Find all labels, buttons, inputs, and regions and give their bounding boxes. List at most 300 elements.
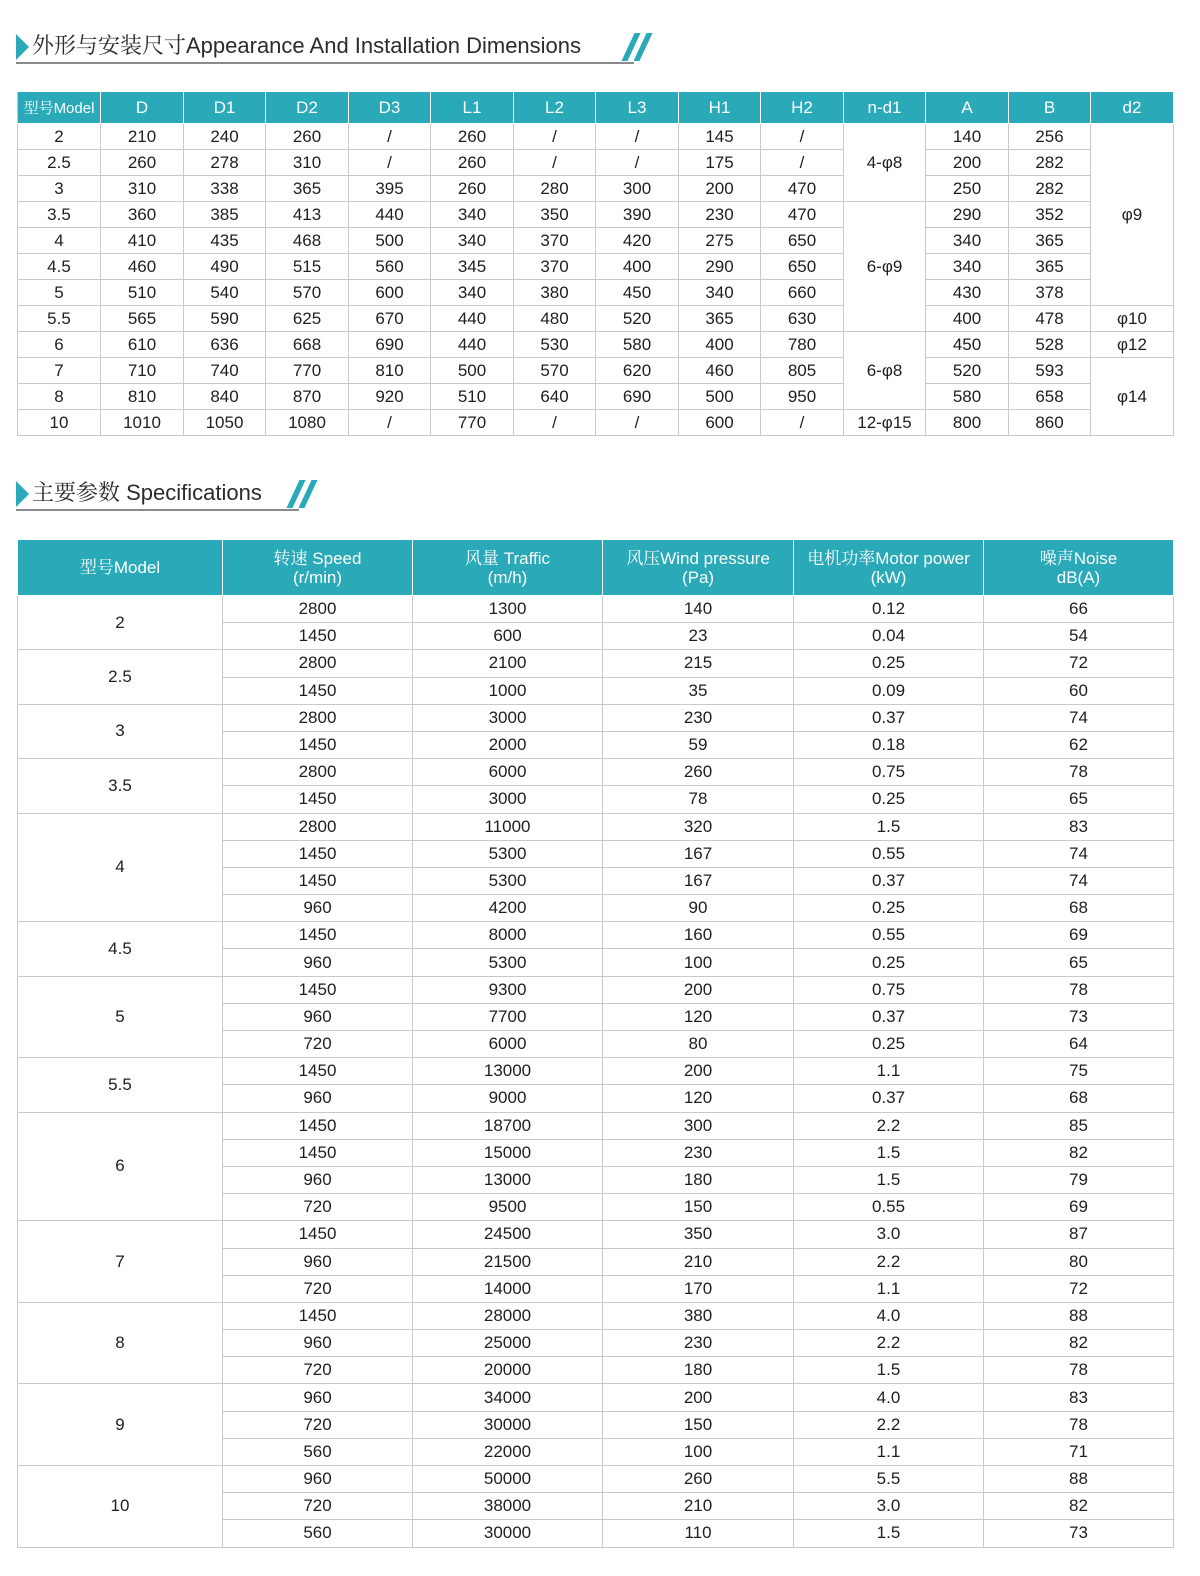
- table-cell: /: [596, 124, 679, 150]
- table-row: [18, 1058, 1174, 1085]
- table-cell: 120: [603, 1003, 794, 1030]
- table-cell: 0.09: [794, 677, 984, 704]
- table-cell: 340: [431, 280, 514, 306]
- section-heading-dimensions: [16, 31, 656, 63]
- nd1-cell: 6-φ9: [844, 202, 926, 332]
- table-row: [18, 254, 1174, 280]
- table-cell: 1000: [413, 677, 603, 704]
- table-cell: 1450: [223, 1112, 413, 1139]
- table-cell: 660: [761, 280, 844, 306]
- table-cell: 78: [603, 786, 794, 813]
- table-header-row: [18, 92, 1174, 124]
- table-cell: 1080: [266, 410, 349, 436]
- table-cell: 2000: [413, 731, 603, 758]
- table-cell: 150: [603, 1194, 794, 1221]
- table-cell: 560: [349, 254, 431, 280]
- table-cell: 9500: [413, 1194, 603, 1221]
- table-cell: 3.0: [794, 1221, 984, 1248]
- table-cell: 30000: [413, 1411, 603, 1438]
- table-cell: 870: [266, 384, 349, 410]
- table-cell: 87: [984, 1221, 1174, 1248]
- table-cell: 1.5: [794, 1357, 984, 1384]
- table-cell: /: [596, 410, 679, 436]
- table-cell: 2800: [223, 650, 413, 677]
- table-cell: /: [596, 150, 679, 176]
- table-cell: 6000: [413, 1031, 603, 1058]
- table-cell: 440: [349, 202, 431, 228]
- header-line: 电机功率Motor power: [807, 548, 970, 568]
- table-cell: 290: [679, 254, 761, 280]
- table-cell: 34000: [413, 1384, 603, 1411]
- table-cell: 82: [984, 1330, 1174, 1357]
- table-cell: 2800: [223, 759, 413, 786]
- table-cell: 690: [349, 332, 431, 358]
- model-cell: 9: [18, 1384, 223, 1466]
- table-cell: 435: [184, 228, 266, 254]
- table-cell: 1450: [223, 623, 413, 650]
- table-cell: 1.1: [794, 1438, 984, 1465]
- arrow-right-icon: [16, 481, 29, 507]
- table-cell: 200: [679, 176, 761, 202]
- table-cell: 780: [761, 332, 844, 358]
- table-row: [18, 1302, 1174, 1329]
- table-cell: 440: [431, 332, 514, 358]
- table-cell: 74: [984, 840, 1174, 867]
- table-cell: 215: [603, 650, 794, 677]
- table-cell: 960: [223, 1085, 413, 1112]
- table-cell: 650: [761, 228, 844, 254]
- table-cell: 960: [223, 949, 413, 976]
- model-cell: 2: [18, 124, 101, 150]
- table-cell: 11000: [413, 813, 603, 840]
- table-cell: 0.25: [794, 895, 984, 922]
- table-cell: 68: [984, 1085, 1174, 1112]
- table-cell: 54: [984, 623, 1174, 650]
- table-cell: 960: [223, 1166, 413, 1193]
- table-cell: 4200: [413, 895, 603, 922]
- model-cell: 3: [18, 176, 101, 202]
- table-row: [18, 650, 1174, 677]
- d2-cell: φ14: [1091, 358, 1174, 436]
- table-cell: 385: [184, 202, 266, 228]
- table-cell: 570: [266, 280, 349, 306]
- table-cell: 345: [431, 254, 514, 280]
- table-cell: 28000: [413, 1302, 603, 1329]
- table-cell: 210: [603, 1248, 794, 1275]
- table-cell: 22000: [413, 1438, 603, 1465]
- dimensions-table: [17, 91, 1174, 436]
- table-cell: 82: [984, 1139, 1174, 1166]
- table-cell: 2800: [223, 596, 413, 623]
- table-cell: 470: [761, 176, 844, 202]
- column-header: D: [101, 92, 184, 124]
- table-cell: 290: [926, 202, 1009, 228]
- table-row: [18, 976, 1174, 1003]
- table-cell: 282: [1009, 176, 1091, 202]
- table-cell: 71: [984, 1438, 1174, 1465]
- table-cell: 50000: [413, 1466, 603, 1493]
- table-cell: 9000: [413, 1085, 603, 1112]
- table-cell: 68: [984, 895, 1174, 922]
- table-cell: 278: [184, 150, 266, 176]
- table-cell: 145: [679, 124, 761, 150]
- table-cell: 230: [679, 202, 761, 228]
- model-cell: 7: [18, 1221, 223, 1303]
- header-line: 噪声Noise: [1039, 548, 1118, 568]
- table-cell: 805: [761, 358, 844, 384]
- table-cell: 275: [679, 228, 761, 254]
- column-header: B: [1009, 92, 1091, 124]
- table-cell: 370: [514, 228, 596, 254]
- table-cell: 74: [984, 704, 1174, 731]
- table-cell: 400: [926, 306, 1009, 332]
- table-cell: 35: [603, 677, 794, 704]
- table-cell: 170: [603, 1275, 794, 1302]
- table-cell: 580: [926, 384, 1009, 410]
- column-header: [223, 540, 413, 596]
- table-cell: 100: [603, 1438, 794, 1465]
- table-row: [18, 759, 1174, 786]
- table-cell: /: [761, 410, 844, 436]
- table-cell: 352: [1009, 202, 1091, 228]
- table-cell: 9300: [413, 976, 603, 1003]
- table-cell: /: [761, 150, 844, 176]
- table-cell: 500: [349, 228, 431, 254]
- table-cell: 100: [603, 949, 794, 976]
- column-header: H1: [679, 92, 761, 124]
- table-cell: 1450: [223, 1139, 413, 1166]
- table-cell: 390: [596, 202, 679, 228]
- table-cell: 510: [101, 280, 184, 306]
- table-cell: 668: [266, 332, 349, 358]
- table-cell: 200: [603, 976, 794, 1003]
- table-cell: 1450: [223, 922, 413, 949]
- table-cell: 260: [603, 759, 794, 786]
- table-cell: 260: [101, 150, 184, 176]
- table-cell: 960: [223, 1384, 413, 1411]
- model-cell: 4: [18, 228, 101, 254]
- table-cell: 370: [514, 254, 596, 280]
- table-cell: 520: [926, 358, 1009, 384]
- header-unit: dB(A): [1056, 567, 1101, 587]
- table-cell: 0.37: [794, 867, 984, 894]
- table-cell: 310: [101, 176, 184, 202]
- model-cell: 2: [18, 596, 223, 650]
- table-cell: 365: [1009, 228, 1091, 254]
- table-cell: 340: [679, 280, 761, 306]
- table-cell: 60: [984, 677, 1174, 704]
- table-cell: 530: [514, 332, 596, 358]
- underline-divider: [16, 62, 634, 64]
- table-cell: 720: [223, 1357, 413, 1384]
- table-cell: 340: [431, 228, 514, 254]
- table-cell: 260: [603, 1466, 794, 1493]
- table-cell: 510: [431, 384, 514, 410]
- column-header: L3: [596, 92, 679, 124]
- table-cell: 7700: [413, 1003, 603, 1030]
- table-cell: 13000: [413, 1058, 603, 1085]
- table-cell: 395: [349, 176, 431, 202]
- table-cell: 490: [184, 254, 266, 280]
- table-cell: 1300: [413, 596, 603, 623]
- column-header: [984, 540, 1174, 596]
- table-cell: 2.2: [794, 1330, 984, 1357]
- table-cell: 3.0: [794, 1493, 984, 1520]
- table-cell: 960: [223, 1003, 413, 1030]
- table-cell: 65: [984, 786, 1174, 813]
- table-cell: 620: [596, 358, 679, 384]
- table-row: [18, 922, 1174, 949]
- table-cell: /: [514, 150, 596, 176]
- table-cell: 960: [223, 895, 413, 922]
- table-cell: 450: [926, 332, 1009, 358]
- table-row: [18, 1384, 1174, 1411]
- table-row: [18, 384, 1174, 410]
- table-cell: 6000: [413, 759, 603, 786]
- table-cell: 460: [101, 254, 184, 280]
- model-cell: 5.5: [18, 1058, 223, 1112]
- table-cell: 88: [984, 1466, 1174, 1493]
- table-cell: 21500: [413, 1248, 603, 1275]
- table-cell: 5300: [413, 949, 603, 976]
- table-cell: 30000: [413, 1520, 603, 1547]
- table-cell: 210: [603, 1493, 794, 1520]
- column-header: d2: [1091, 92, 1174, 124]
- table-cell: 0.55: [794, 922, 984, 949]
- table-cell: 14000: [413, 1275, 603, 1302]
- table-cell: 478: [1009, 306, 1091, 332]
- table-cell: 1450: [223, 786, 413, 813]
- column-header: [18, 540, 223, 596]
- d2-cell: φ10: [1091, 306, 1174, 332]
- table-cell: 5.5: [794, 1466, 984, 1493]
- table-cell: 468: [266, 228, 349, 254]
- table-cell: 560: [223, 1438, 413, 1465]
- model-cell: 7: [18, 358, 101, 384]
- table-cell: 0.12: [794, 596, 984, 623]
- table-row: [18, 176, 1174, 202]
- table-cell: 75: [984, 1058, 1174, 1085]
- table-cell: 120: [603, 1085, 794, 1112]
- header-unit: (r/min): [292, 567, 343, 587]
- table-cell: 593: [1009, 358, 1091, 384]
- table-cell: 230: [603, 1139, 794, 1166]
- column-header: n-d1: [844, 92, 926, 124]
- table-cell: 150: [603, 1411, 794, 1438]
- model-cell: 3.5: [18, 759, 223, 813]
- table-cell: 410: [101, 228, 184, 254]
- table-cell: 5300: [413, 840, 603, 867]
- column-header: [603, 540, 794, 596]
- table-cell: 59: [603, 731, 794, 758]
- column-header: D1: [184, 92, 266, 124]
- table-cell: 1.5: [794, 813, 984, 840]
- model-cell: 6: [18, 332, 101, 358]
- table-cell: 8000: [413, 922, 603, 949]
- table-cell: 720: [223, 1493, 413, 1520]
- table-cell: 1450: [223, 867, 413, 894]
- table-cell: /: [349, 124, 431, 150]
- table-cell: 2.2: [794, 1411, 984, 1438]
- header-unit: (kW): [870, 567, 907, 587]
- model-cell: 2.5: [18, 150, 101, 176]
- model-cell: 4.5: [18, 922, 223, 976]
- table-cell: 1010: [101, 410, 184, 436]
- table-cell: 0.18: [794, 731, 984, 758]
- table-cell: 560: [223, 1520, 413, 1547]
- table-cell: 600: [679, 410, 761, 436]
- table-cell: /: [514, 410, 596, 436]
- table-cell: 69: [984, 922, 1174, 949]
- model-cell: 3.5: [18, 202, 101, 228]
- table-cell: 24500: [413, 1221, 603, 1248]
- table-cell: 0.25: [794, 1031, 984, 1058]
- table-cell: 340: [431, 202, 514, 228]
- table-cell: 69: [984, 1194, 1174, 1221]
- table-cell: 365: [266, 176, 349, 202]
- table-cell: 23: [603, 623, 794, 650]
- table-cell: 78: [984, 759, 1174, 786]
- table-cell: 810: [349, 358, 431, 384]
- table-cell: 515: [266, 254, 349, 280]
- underline-divider: [16, 509, 299, 511]
- specifications-table: [17, 539, 1174, 1548]
- model-cell: 10: [18, 1466, 223, 1548]
- table-row: [18, 332, 1174, 358]
- table-cell: 360: [101, 202, 184, 228]
- header-line: 风压Wind pressure: [626, 548, 770, 568]
- table-cell: 0.55: [794, 1194, 984, 1221]
- table-cell: 300: [603, 1112, 794, 1139]
- table-cell: 0.04: [794, 623, 984, 650]
- table-cell: 72: [984, 1275, 1174, 1302]
- table-cell: 82: [984, 1493, 1174, 1520]
- model-cell: 8: [18, 1302, 223, 1384]
- table-cell: 500: [431, 358, 514, 384]
- table-cell: 230: [603, 1330, 794, 1357]
- model-cell: 4.5: [18, 254, 101, 280]
- d2-cell: φ12: [1091, 332, 1174, 358]
- table-cell: 200: [603, 1058, 794, 1085]
- table-cell: 167: [603, 840, 794, 867]
- table-cell: 5300: [413, 867, 603, 894]
- table-cell: 630: [761, 306, 844, 332]
- table-row: [18, 202, 1174, 228]
- table-row: [18, 1466, 1174, 1493]
- table-cell: 0.25: [794, 786, 984, 813]
- table-row: [18, 150, 1174, 176]
- table-cell: 640: [514, 384, 596, 410]
- table-cell: 110: [603, 1520, 794, 1547]
- table-cell: 920: [349, 384, 431, 410]
- table-row: [18, 596, 1174, 623]
- table-cell: 625: [266, 306, 349, 332]
- arrow-right-icon: [16, 34, 29, 60]
- section-title: 主要参数 Specifications: [32, 480, 262, 505]
- table-cell: 0.37: [794, 1003, 984, 1030]
- table-cell: 720: [223, 1031, 413, 1058]
- table-cell: 720: [223, 1275, 413, 1302]
- column-header: L1: [431, 92, 514, 124]
- table-cell: 80: [603, 1031, 794, 1058]
- table-cell: 350: [514, 202, 596, 228]
- table-cell: 720: [223, 1194, 413, 1221]
- table-cell: 18700: [413, 1112, 603, 1139]
- table-cell: 540: [184, 280, 266, 306]
- table-row: [18, 813, 1174, 840]
- table-cell: 658: [1009, 384, 1091, 410]
- table-cell: 0.37: [794, 1085, 984, 1112]
- model-cell: 5: [18, 280, 101, 306]
- table-cell: 160: [603, 922, 794, 949]
- table-cell: 610: [101, 332, 184, 358]
- table-cell: 600: [413, 623, 603, 650]
- table-cell: 73: [984, 1520, 1174, 1547]
- table-cell: 300: [596, 176, 679, 202]
- table-cell: 66: [984, 596, 1174, 623]
- table-cell: 65: [984, 949, 1174, 976]
- table-cell: 340: [926, 228, 1009, 254]
- table-cell: 73: [984, 1003, 1174, 1030]
- table-cell: 310: [266, 150, 349, 176]
- table-cell: 690: [596, 384, 679, 410]
- table-cell: 80: [984, 1248, 1174, 1275]
- table-cell: 1.5: [794, 1166, 984, 1193]
- table-cell: 0.75: [794, 976, 984, 1003]
- table-cell: 180: [603, 1357, 794, 1384]
- table-cell: 1450: [223, 731, 413, 758]
- header-line: 型号Model: [79, 558, 161, 577]
- table-cell: 430: [926, 280, 1009, 306]
- table-cell: 1.1: [794, 1058, 984, 1085]
- table-row: [18, 1112, 1174, 1139]
- table-cell: 350: [603, 1221, 794, 1248]
- table-cell: 180: [603, 1166, 794, 1193]
- table-cell: 20000: [413, 1357, 603, 1384]
- table-cell: 570: [514, 358, 596, 384]
- table-cell: 338: [184, 176, 266, 202]
- table-cell: 13000: [413, 1166, 603, 1193]
- header-line: 风量 Traffic: [464, 548, 550, 568]
- table-cell: 960: [223, 1466, 413, 1493]
- table-cell: 650: [761, 254, 844, 280]
- table-cell: 528: [1009, 332, 1091, 358]
- table-cell: 3000: [413, 704, 603, 731]
- section-heading-specifications: [16, 478, 656, 510]
- table-cell: 38000: [413, 1493, 603, 1520]
- table-cell: 520: [596, 306, 679, 332]
- column-header: H2: [761, 92, 844, 124]
- table-row: [18, 410, 1174, 436]
- column-header: 型号Model: [18, 92, 101, 124]
- table-cell: 85: [984, 1112, 1174, 1139]
- header-line: 转速 Speed: [273, 548, 362, 568]
- table-cell: 210: [101, 124, 184, 150]
- table-cell: 260: [431, 150, 514, 176]
- table-cell: 4.0: [794, 1302, 984, 1329]
- table-cell: 0.55: [794, 840, 984, 867]
- table-cell: 670: [349, 306, 431, 332]
- table-cell: 420: [596, 228, 679, 254]
- table-cell: 250: [926, 176, 1009, 202]
- table-cell: 83: [984, 813, 1174, 840]
- table-cell: 2.2: [794, 1248, 984, 1275]
- table-cell: 256: [1009, 124, 1091, 150]
- table-cell: 1.1: [794, 1275, 984, 1302]
- table-cell: 740: [184, 358, 266, 384]
- table-cell: 810: [101, 384, 184, 410]
- model-cell: 4: [18, 813, 223, 922]
